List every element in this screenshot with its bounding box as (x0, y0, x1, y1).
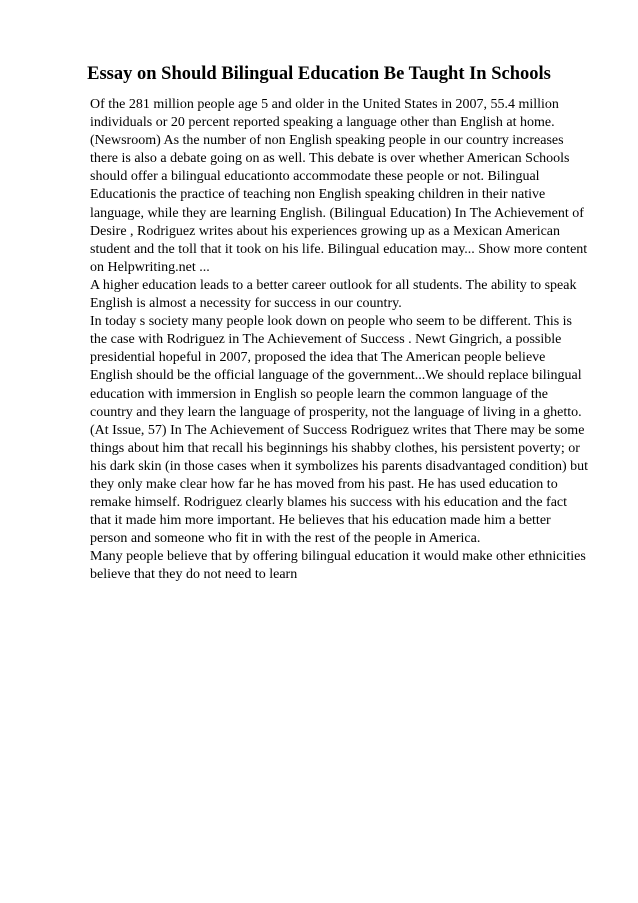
document-title: Essay on Should Bilingual Education Be Taught In Schools (87, 64, 551, 84)
paragraph-1: Of the 281 million people age 5 and older in the United States in 2007, 55.4 million individuals or 20 percent reported speaking a language other than English at home. (Newsroom) As the number of non English speaking people in our country increases there is also a debate going on as well. This debate is over whether American Schools should offer a bilingual educationto accommodate these people or not. Bilingual Educationis the practice of teaching non English speaking children in their native language, while they are learning English. (Bilingual Education) In The Achievement of Desire , Rodriguez writes about his experiences growing up as a Mexican American student and the toll that it took on his life. Bilingual education may... Show more content on Helpwriting.net ... (90, 97, 588, 275)
paragraph-4: Many people believe that by offering bilingual education it would make other ethnicities believe that they do not need to learn (90, 549, 586, 583)
paragraph-3: In today s society many people look down on people who seem to be different. This is the case with Rodriguez in The Achievement of Success . Newt Gingrich, a possible presidential hopeful in 2007, proposed the idea that The American people believe English should be the official language of the government...We should replace bilingual education with immersion in English so people learn the common language of the country and they learn the language of prosperity, not the language of living in a ghetto. (At Issue, 57) In The Achievement of Success Rodriguez writes that There may be some things about him that recall his beginnings his shabby clothes, his persistent poverty; or his dark skin (in those cases when it symbolizes his parents disadvantaged condition) but they only make clear how far he has moved from his past. He has used education to remake himself. Rodriguez clearly blames his success with his education and the fact that it made him more important. He believes that his education made him a better person and someone who fit in with the rest of the people in America. (90, 314, 589, 547)
paragraph-2: A higher education leads to a better career outlook for all students. The ability to speak English is almost a necessity for success in our country. (90, 277, 577, 312)
document-body (90, 96, 590, 585)
